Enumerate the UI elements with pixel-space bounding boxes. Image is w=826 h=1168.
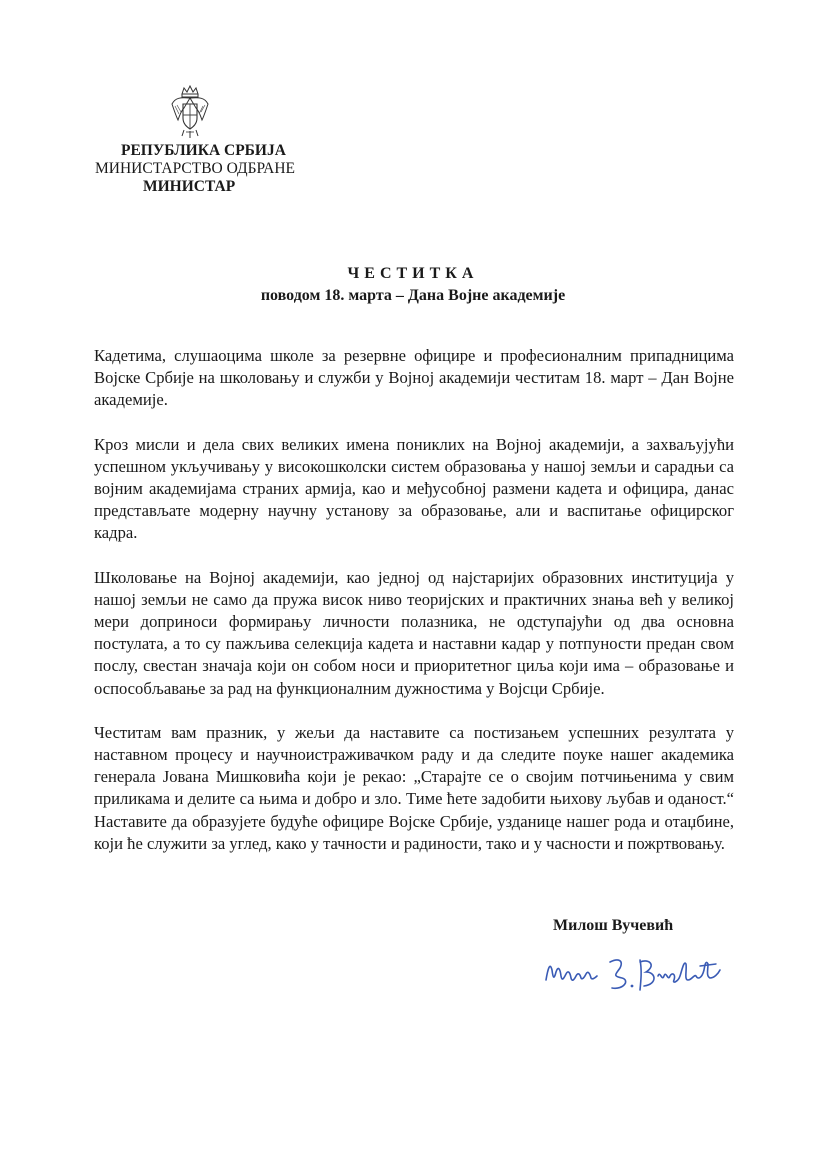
paragraph: Честитам вам празник, у жељи да наставите са постизањем успешних резултата у наставном процесу и научноистраживачком раду и да следите поуке нашег академика генерала Јована Мишковића који је рекао: „Старајте се о својим потчињенима у свим приликама и делите са њима и добро и зло. Тиме ћете задобити њихову љубав и оданост.“ Наставите да образујете будуће официре Војске Србије, узданице нашег рода и отаџбине, који ће служити за углед, како у тачности и радиности, тако и у часности и пожртвовању. — [94, 722, 734, 853]
header-office: МИНИСТАР — [143, 178, 236, 195]
paragraph: Кроз мисли и дела свих великих имена пониклих на Војној академији, а захваљујући успешном укључивању у високошколски систем образовања у нашој земљи и сарадњи са војним академијама страних армија, као и међусобној размени кадета и официра, данас представљате модерну научну установу за образовање, али и васпитање официрског кадра. — [94, 434, 734, 543]
signer-name: Милош Вучевић — [553, 917, 674, 934]
header-country: РЕПУБЛИКА СРБИЈА — [121, 142, 286, 159]
paragraph: Школовање на Војној академији, као једној од најстаријих образовних институција у нашој земљи не само да пружа висок ниво теоријских и практичних знања већ у великој мери доприноси формирању личности полазника, не одступајући од два основна постулата, а то су пажљива селекција кадета и наставни кадар у потпуности предан свом послу, свестан значаја који он собом носи и приоритетног циља који има – образовање и оспособљавање за рад на функционалним дужностима у Војсци Србије. — [94, 567, 734, 698]
header-ministry: МИНИСТАРСТВО ОДБРАНЕ — [95, 160, 296, 177]
document-title: ЧЕСТИТКА — [347, 265, 479, 282]
document-subtitle: поводом 18. марта – Дана Војне академије — [260, 287, 566, 304]
handwritten-signature — [540, 940, 730, 1000]
coat-of-arms-icon — [168, 84, 212, 140]
letter-body — [94, 345, 734, 877]
paragraph: Кадетима, слушаоцима школе за резервне официре и професионалним припадницима Војске Србије на школовању и служби у Војној академији честитам 18. март – Дан Војне академије. — [94, 346, 734, 410]
